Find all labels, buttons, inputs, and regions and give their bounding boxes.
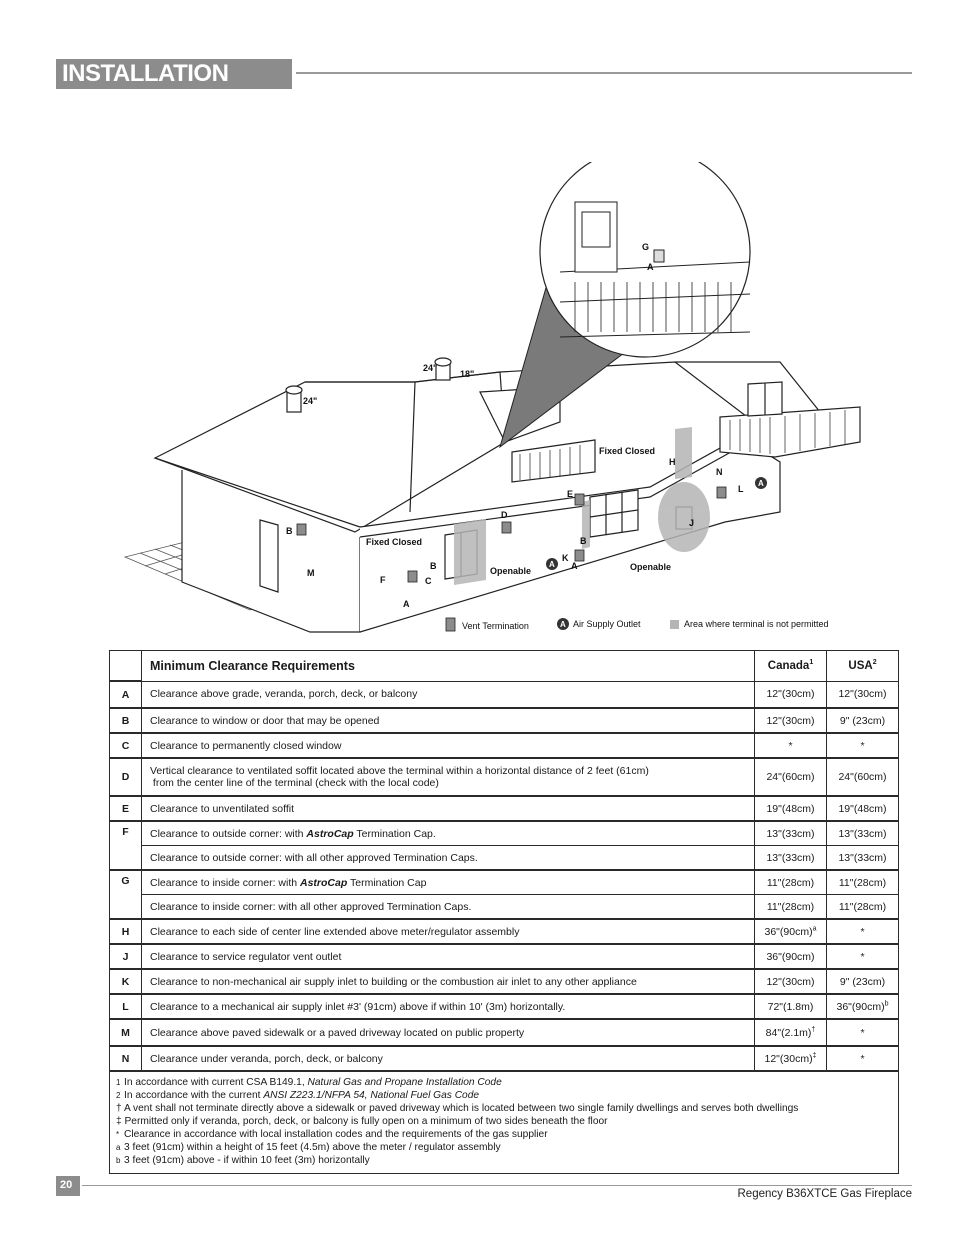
vent-termination-icon: [446, 618, 455, 631]
legend-vent: Vent Termination: [462, 621, 529, 631]
note-b: b 3 feet (91cm) above - if within 10 feet (3m) horizontally: [116, 1155, 370, 1166]
note-double-dagger: ‡ Permitted only if veranda, porch, deck, or balcony is fully open on a minimum of two sides beneath the floor: [116, 1116, 608, 1127]
table-row: N Clearance under veranda, porch, deck, or balcony 12"(30cm)‡ *: [110, 1046, 899, 1071]
svg-text:H: H: [669, 457, 676, 467]
table-row: B Clearance to window or door that may be opened 12"(30cm) 9" (23cm): [110, 708, 899, 733]
svg-text:L: L: [738, 484, 744, 494]
svg-text:K: K: [562, 553, 569, 563]
table-row: Clearance to inside corner: with all other approved Termination Caps. 11"(28cm) 11"(28cm): [110, 895, 899, 920]
footer-product: Regency B36XTCE Gas Fireplace: [737, 1188, 912, 1200]
svg-text:F: F: [380, 575, 386, 585]
dim-18: 18": [460, 369, 475, 379]
header-rule: [296, 72, 912, 74]
section-title: INSTALLATION: [62, 60, 229, 87]
svg-text:M: M: [307, 568, 315, 578]
note-a: a 3 feet (91cm) within a height of 15 feet (4.5m) above the meter / regulator assembly: [116, 1142, 501, 1153]
svg-text:D: D: [501, 510, 508, 520]
label-fixed-closed-right: Fixed Closed: [599, 446, 656, 456]
svg-text:N: N: [716, 467, 723, 477]
label-openable-left: Openable: [490, 566, 532, 576]
col-usa: USA$^2$: [827, 651, 899, 682]
restricted-area-swatch: [670, 620, 679, 629]
dim-24-top: 24": [423, 363, 438, 373]
table-title: Minimum Clearance Requirements: [142, 651, 755, 682]
legend-area: Area where terminal is not permitted: [684, 619, 829, 629]
table-row: H Clearance to each side of center line extended above meter/regulator assembly $36"(90cm)^a$ *: [110, 919, 899, 944]
house-clearance-diagram: [120, 162, 880, 642]
svg-text:A: A: [549, 560, 555, 569]
table-row: Clearance to outside corner: with all other approved Termination Caps. 13"(33cm) 13"(33cm): [110, 846, 899, 871]
table-notes-row: [110, 1071, 899, 1174]
dim-24-left: 24": [303, 396, 318, 406]
diagram-legend: [446, 618, 829, 631]
page-number-box: [56, 1176, 80, 1196]
label-openable-right: Openable: [630, 562, 672, 572]
table-row: C Clearance to permanently closed window * *: [110, 733, 899, 758]
table-row: J Clearance to service regulator vent outlet 36"(90cm) *: [110, 944, 899, 969]
note-2: 2 In accordance with the current ANSI Z223.1/NFPA 54, National Fuel Gas Code: [116, 1090, 480, 1101]
table-notes: [110, 1071, 899, 1174]
svg-text:E: E: [567, 489, 574, 499]
house-drawing: [120, 162, 880, 642]
note-1: 1 In accordance with current CSA B149.1, Natural Gas and Propane Installation Code: [116, 1077, 502, 1088]
table-row: L Clearance to a mechanical air supply inlet #3' (91cm) above if within 10' (3m) horizontally. 72"(1.8m) $36"(90cm)^b$: [110, 994, 899, 1019]
footer-rule: [82, 1185, 912, 1186]
table-row: K Clearance to non-mechanical air supply inlet to building or the combustion air inlet to any other appliance 12"(30cm) 9" (23cm): [110, 969, 899, 994]
header-blank-cell: [110, 651, 142, 682]
table-row: A Clearance above grade, veranda, porch, deck, or balcony 12"(30cm) 12"(30cm): [110, 681, 899, 708]
note-dagger: † A vent shall not terminate directly above a sidewalk or paved driveway which is located between two single family dwellings and serves both dwellings: [116, 1103, 799, 1114]
svg-text:A: A: [560, 620, 566, 629]
col-canada: Canada$^1$: [755, 651, 827, 682]
table-row: M Clearance above paved sidewalk or a paved driveway located on public property 84"(2.1m)† *: [110, 1019, 899, 1046]
clearance-table: [109, 650, 899, 1174]
svg-text:B: B: [580, 536, 587, 546]
label-fixed-closed-left: Fixed Closed: [366, 537, 423, 547]
svg-text:A: A: [758, 479, 764, 488]
svg-text:C: C: [425, 576, 432, 586]
table-row: F Clearance to outside corner: with AstroCap Termination Cap. 13"(33cm) 13"(33cm): [110, 821, 899, 846]
svg-text:B: B: [430, 561, 437, 571]
legend-air: Air Supply Outlet: [573, 619, 641, 629]
table-row: G Clearance to inside corner: with AstroCap Termination Cap 11"(28cm) 11"(28cm): [110, 870, 899, 895]
table-row: E Clearance to unventilated soffit 19"(48cm) 19"(48cm): [110, 796, 899, 821]
section-header: [56, 59, 292, 89]
svg-text:J: J: [689, 518, 695, 528]
svg-text:A: A: [571, 561, 578, 571]
note-asterisk: * Clearance in accordance with local installation codes and the requirements of the gas supplier: [116, 1129, 548, 1140]
svg-text:B: B: [286, 526, 293, 536]
svg-text:A: A: [403, 599, 410, 609]
svg-text:G: G: [642, 242, 650, 252]
page-number: 20: [60, 1179, 73, 1191]
svg-text:A: A: [647, 262, 654, 272]
table-row: D Vertical clearance to ventilated soffit located above the terminal within a horizontal distance of 2 feet (61cm) from the center line of the terminal (check with the local code) 24"(60cm) 24"(60cm): [110, 758, 899, 796]
